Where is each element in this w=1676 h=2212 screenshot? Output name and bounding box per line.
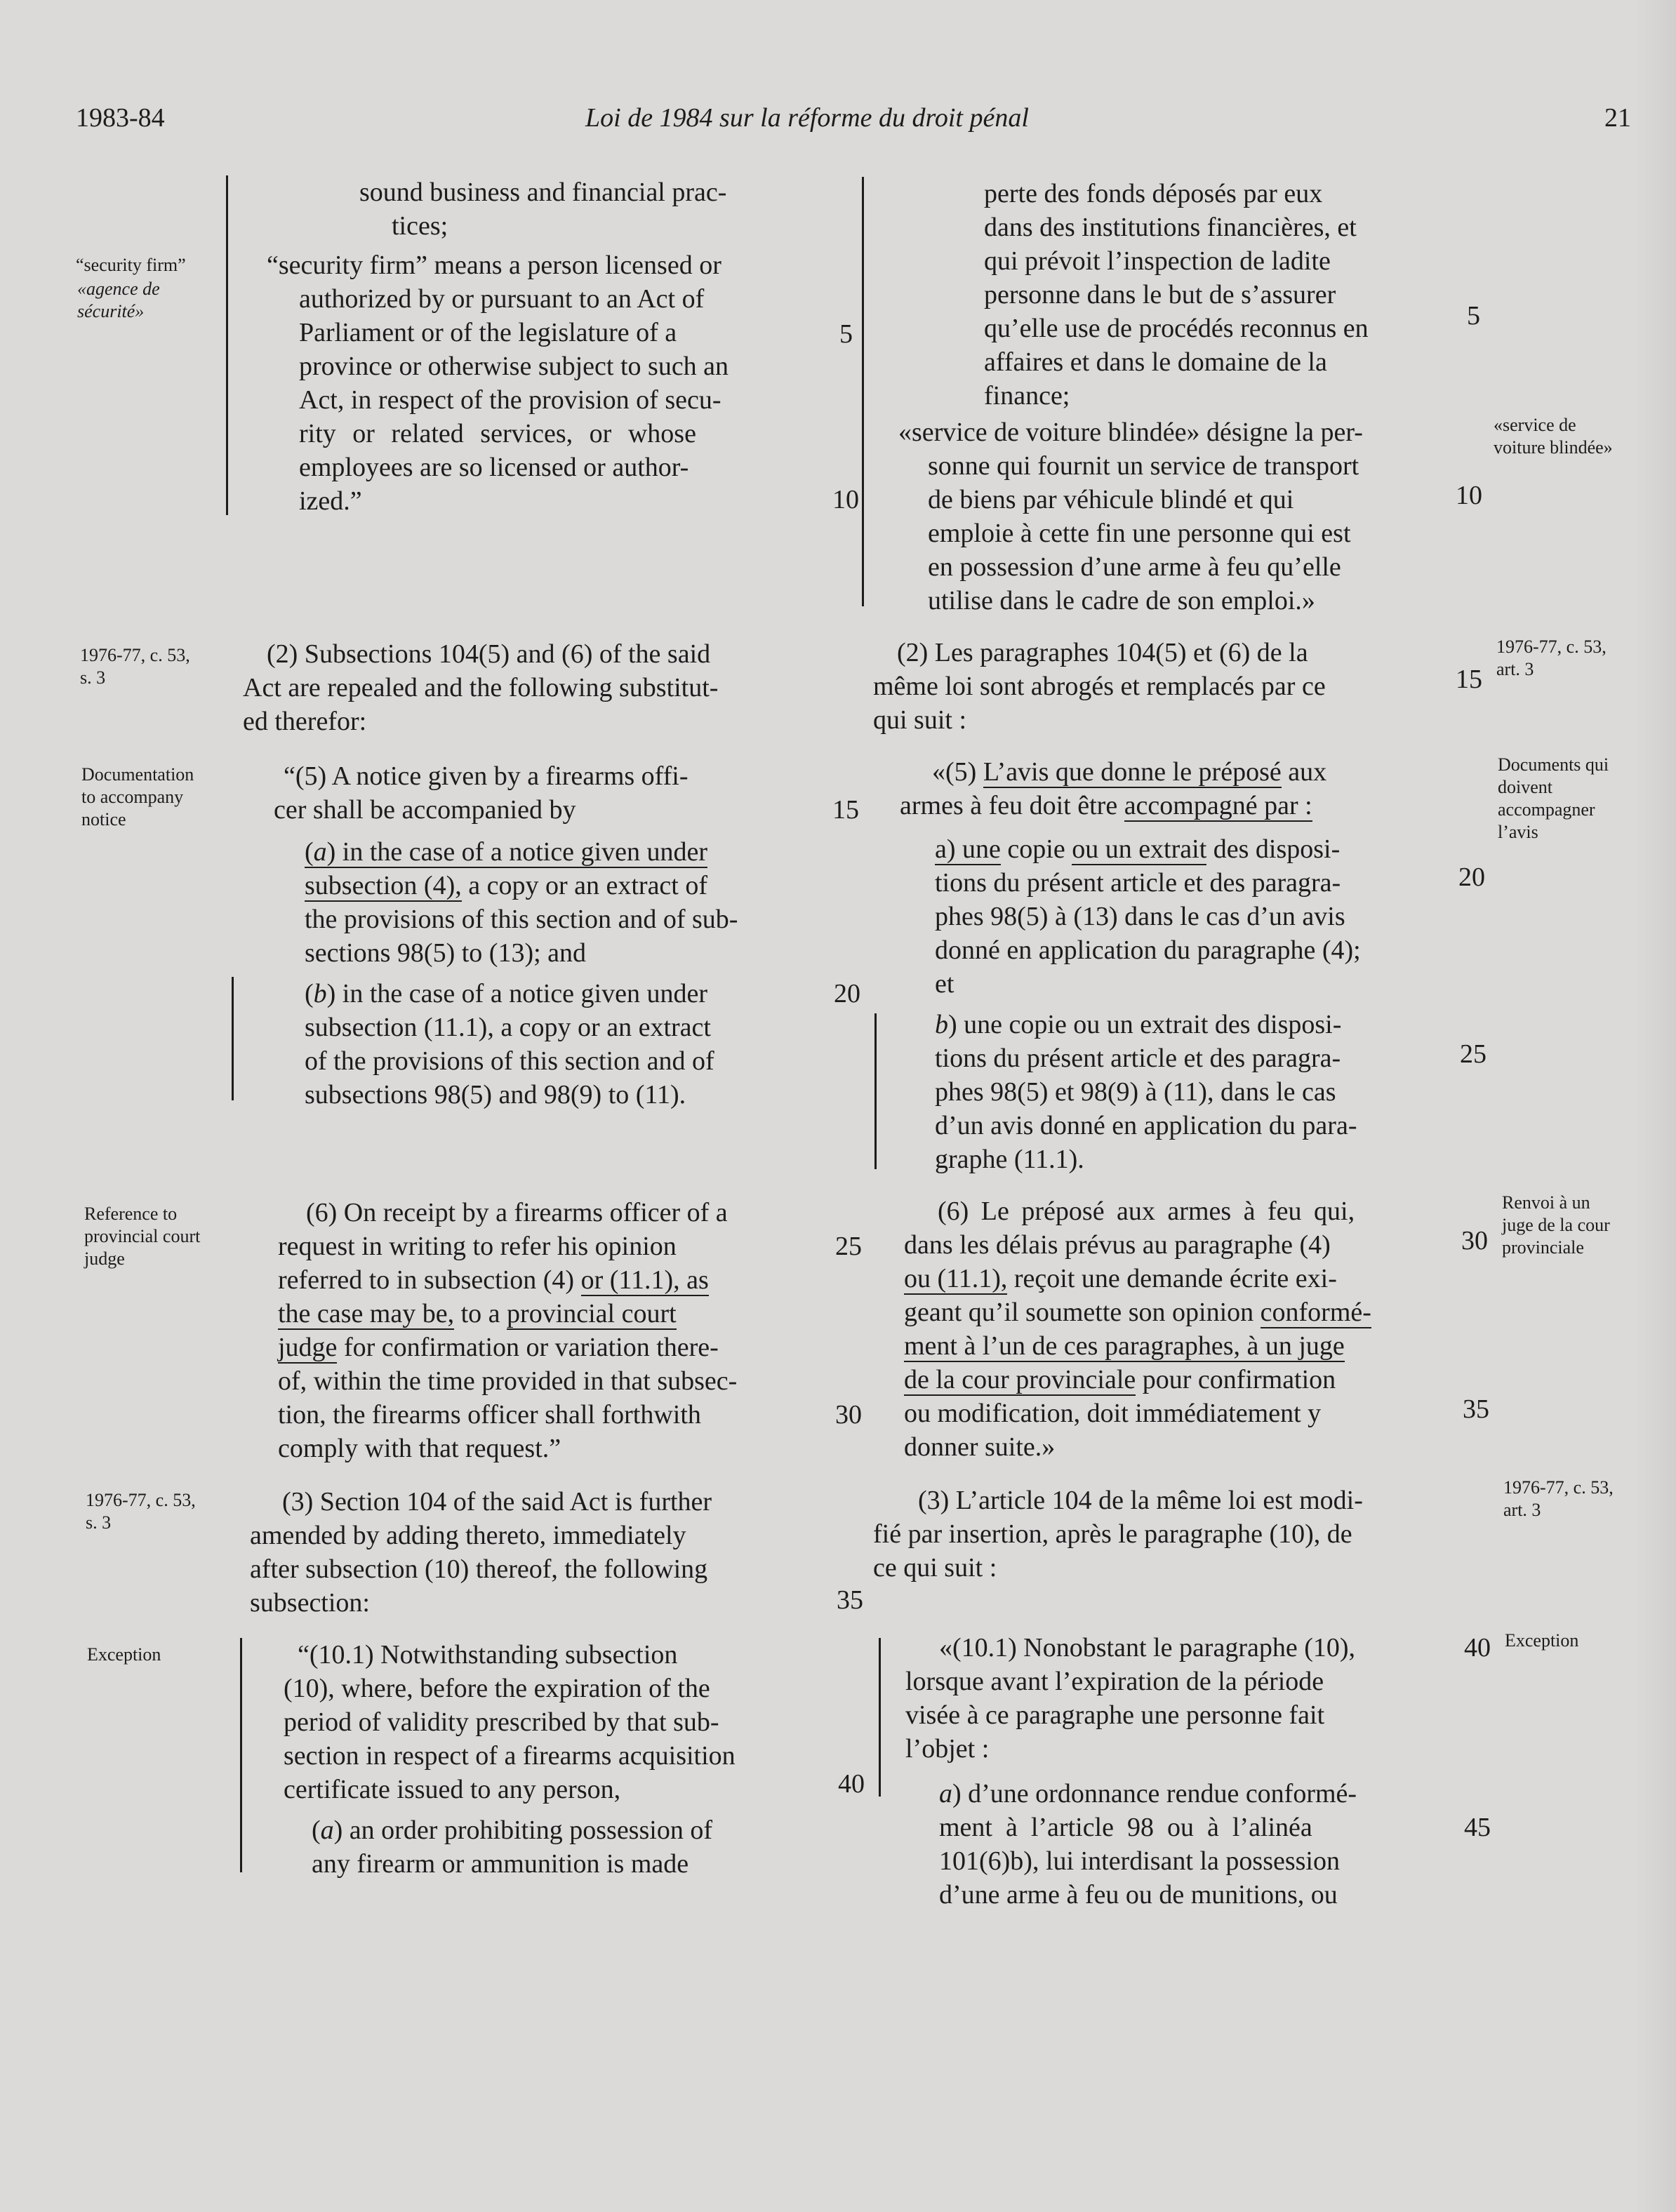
english-paragraph: (3) Section 104 of the said Act is further amended by adding thereto, immediately after subsection (10) thereof, the following subsection: xyxy=(250,1487,712,1618)
margin-note-security-firm: “security firm” xyxy=(76,255,186,275)
english-paragraph: (6) On receipt by a firearms officer of a request in writing to refer his opinion referred to in subsection (4) or (11.1), as the case may be, to a provincial court judge for confirmation or variation there- of, within the time provided in that subsec- tion, the firearms officer shall forthwith comply with that request.” xyxy=(278,1198,738,1463)
english-definition: “security firm” means a person licensed or authorized by or pursuant to an Act of Parliament or of the legislature of a province or otherwise subject to such an Act, in respect of the provision of secu- rity or related services, or whose employees are so licensed or author- ized.” xyxy=(267,251,729,516)
french-definition: «service de voiture blindée» désigne la per- sonne qui fournit un service de transport de biens par véhicule blindé et qui emploie à cette fin une personne qui est en possession d’une arme à feu qu’elle utilise dans le cadre de son emploi.» xyxy=(898,418,1363,615)
line-number: 35 xyxy=(1463,1394,1489,1424)
line-number: 15 xyxy=(832,795,859,825)
change-bar xyxy=(862,177,864,606)
english-paragraph: sound business and financial prac- tices; xyxy=(359,178,727,241)
margin-note-renvoi: Renvoi à un juge de la cour provinciale xyxy=(1502,1192,1610,1258)
margin-note-reference: Reference to provincial court judge xyxy=(84,1204,201,1269)
page-edge-shadow xyxy=(1634,0,1676,2212)
french-paragraph: (6) Le préposé aux armes à feu qui, dans les délais prévus au paragraphe (4) ou (11.1), reçoit une demande écrite exi- geant qu’il soumette son opinion conformé- ment à l’un de ces paragraphes, à un juge de la cour provinciale pour confirmation ou modification, doit immédiatement y donner suite.» xyxy=(904,1197,1371,1462)
change-bar xyxy=(232,977,234,1100)
french-paragraph: «(5) L’avis que donne le préposé aux armes à feu doit être accompagné par : xyxy=(900,757,1327,820)
margin-note-exception: Exception xyxy=(1505,1630,1579,1651)
header-title: Loi de 1984 sur la réforme du droit pénal xyxy=(585,103,1029,133)
margin-note-statute: 1976-77, c. 53, s. 3 xyxy=(86,1490,196,1533)
french-clause-a: a) une copie ou un extrait des disposi- tions du présent article et des paragra- phes 98(5) à (13) dans le cas d’un avis donné en application du paragraphe (4); et xyxy=(935,834,1361,999)
line-number: 25 xyxy=(1460,1039,1487,1069)
line-number: 30 xyxy=(1461,1226,1488,1255)
french-paragraph: «(10.1) Nonobstant le paragraphe (10), lorsque avant l’expiration de la période visée à ce paragraphe une personne fait l’objet : xyxy=(905,1633,1356,1764)
line-number: 35 xyxy=(837,1585,863,1615)
french-clause-a: a) d’une ordonnance rendue conformé- ment à l’article 98 ou à l’alinéa 101(6)b), lui interdisant la possession d’une arme à feu ou de munitions, ou xyxy=(939,1779,1357,1910)
line-number: 25 xyxy=(835,1232,862,1261)
line-number: 15 xyxy=(1456,665,1482,694)
margin-note-exception: Exception xyxy=(87,1644,161,1665)
line-number: 45 xyxy=(1464,1813,1491,1842)
margin-note-documentation: Documentation to accompany notice xyxy=(81,764,194,830)
english-clause-a: (a) in the case of a notice given under subsection (4), a copy or an extract of the provisions of this section and of sub- sections 98(5) to (13); and xyxy=(305,837,738,968)
header-year: 1983-84 xyxy=(76,103,165,133)
english-clause-b: (b) in the case of a notice given under subsection (11.1), a copy or an extract of the provisions of this section and of subsections 98(5) and 98(9) to (11). xyxy=(305,979,714,1110)
margin-note-documents: Documents qui doivent accompagner l’avis xyxy=(1498,754,1609,842)
change-bar xyxy=(879,1638,881,1797)
english-clause-a: (a) an order prohibiting possession of any firearm or ammunition is made xyxy=(312,1815,712,1879)
header-page-number: 21 xyxy=(1604,103,1631,133)
line-number: 10 xyxy=(832,485,859,514)
french-paragraph: perte des fonds déposés par eux dans des institutions financières, et qui prévoit l’inspection de ladite personne dans le but de s’assurer qu’elle use de procédés reconnus en affaires et dans le domaine de la finance; xyxy=(984,179,1369,411)
line-number: 5 xyxy=(1467,301,1480,331)
margin-note-loi: 1976-77, c. 53, art. 3 xyxy=(1503,1477,1614,1520)
change-bar xyxy=(874,1013,877,1169)
change-bar xyxy=(240,1638,242,1872)
english-paragraph: “(10.1) Notwithstanding subsection (10), where, before the expiration of the period of validity prescribed by that sub- section in respect of a firearms acquisition certificate issued to any person, xyxy=(284,1640,736,1804)
line-number: 40 xyxy=(838,1769,865,1799)
english-paragraph: (2) Subsections 104(5) and (6) of the said Act are repealed and the following substitut- ed therefor: xyxy=(243,639,719,736)
margin-note-agence-securite: «agence de sécurité» xyxy=(77,279,160,321)
change-bar xyxy=(226,175,228,515)
line-number: 5 xyxy=(839,319,853,349)
margin-note-loi: 1976-77, c. 53, art. 3 xyxy=(1496,637,1607,679)
french-clause-b: b) une copie ou un extrait des disposi- tions du présent article et des paragra- phes 98(5) et 98(9) à (11), dans le cas d’un avis donné en application du para- graphe (11.1). xyxy=(935,1010,1357,1174)
margin-note-service-voiture: «service de voiture blindée» xyxy=(1494,415,1613,458)
line-number: 40 xyxy=(1464,1633,1491,1663)
line-number: 20 xyxy=(1458,862,1485,892)
english-paragraph: “(5) A notice given by a firearms offi- cer shall be accompanied by xyxy=(274,761,689,825)
margin-note-statute: 1976-77, c. 53, s. 3 xyxy=(80,645,190,688)
french-paragraph: (2) Les paragraphes 104(5) et (6) de la même loi sont abrogés et remplacés par ce qui suit : xyxy=(873,638,1326,735)
french-paragraph: (3) L’article 104 de la même loi est modi- fié par insertion, après le paragraphe (10), de ce qui suit : xyxy=(873,1486,1363,1583)
line-number: 10 xyxy=(1456,481,1482,510)
line-number: 30 xyxy=(835,1400,862,1430)
line-number: 20 xyxy=(834,979,860,1008)
